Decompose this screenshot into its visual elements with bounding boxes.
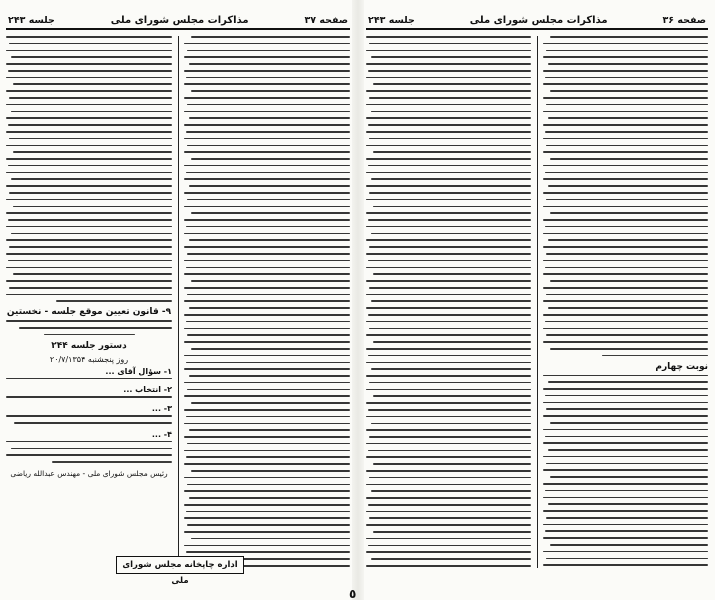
left-page-title: مذاکرات مجلس شورای ملی — [110, 15, 249, 26]
right-page — [366, 8, 708, 568]
right-page-session: جلسه ۲۴۳ — [368, 15, 415, 26]
agenda-date: روز پنجشنبه ۲۰/۷/۱۳۵۴ — [49, 354, 129, 364]
right-page-columns — [366, 36, 708, 568]
agenda-item: ۲- انتخاب ... — [123, 385, 172, 395]
left-page-columns — [6, 36, 350, 568]
left-page — [6, 8, 350, 568]
section-heading: نوبت چهارم — [655, 361, 708, 372]
right-page-column-left — [366, 36, 531, 568]
printing-office-stamp: اداره چاپخانه مجلس شورای ملی — [116, 556, 244, 574]
agenda-item: ۳- ... — [151, 404, 172, 414]
decree-heading: ۹- قانون تعیین موقع جلسه - نخستین — [6, 307, 172, 318]
left-page-session: جلسه ۲۴۳ — [8, 15, 55, 26]
left-page-column-right — [184, 36, 350, 568]
agenda-heading: دستور جلسه ۲۴۴ — [51, 340, 127, 351]
right-page-header — [366, 8, 708, 30]
right-page-number: صفحه ۳۶ — [662, 15, 706, 26]
left-page-number: صفحه ۳۷ — [304, 15, 348, 26]
agenda-item: ۴- ... — [151, 429, 172, 439]
left-page-header — [6, 8, 350, 30]
right-page-title: مذاکرات مجلس شورای ملی — [469, 15, 608, 26]
decree-signature: رئیس مجلس شورای ملی - مهندس عبدالله ریاضی — [10, 468, 168, 478]
agenda-item: ۱- سؤال آقای ... — [105, 366, 172, 376]
book-gutter — [352, 0, 364, 600]
left-page-column-left — [6, 36, 172, 568]
page-marker: ٥ — [349, 587, 357, 600]
right-page-column-right — [543, 36, 708, 568]
